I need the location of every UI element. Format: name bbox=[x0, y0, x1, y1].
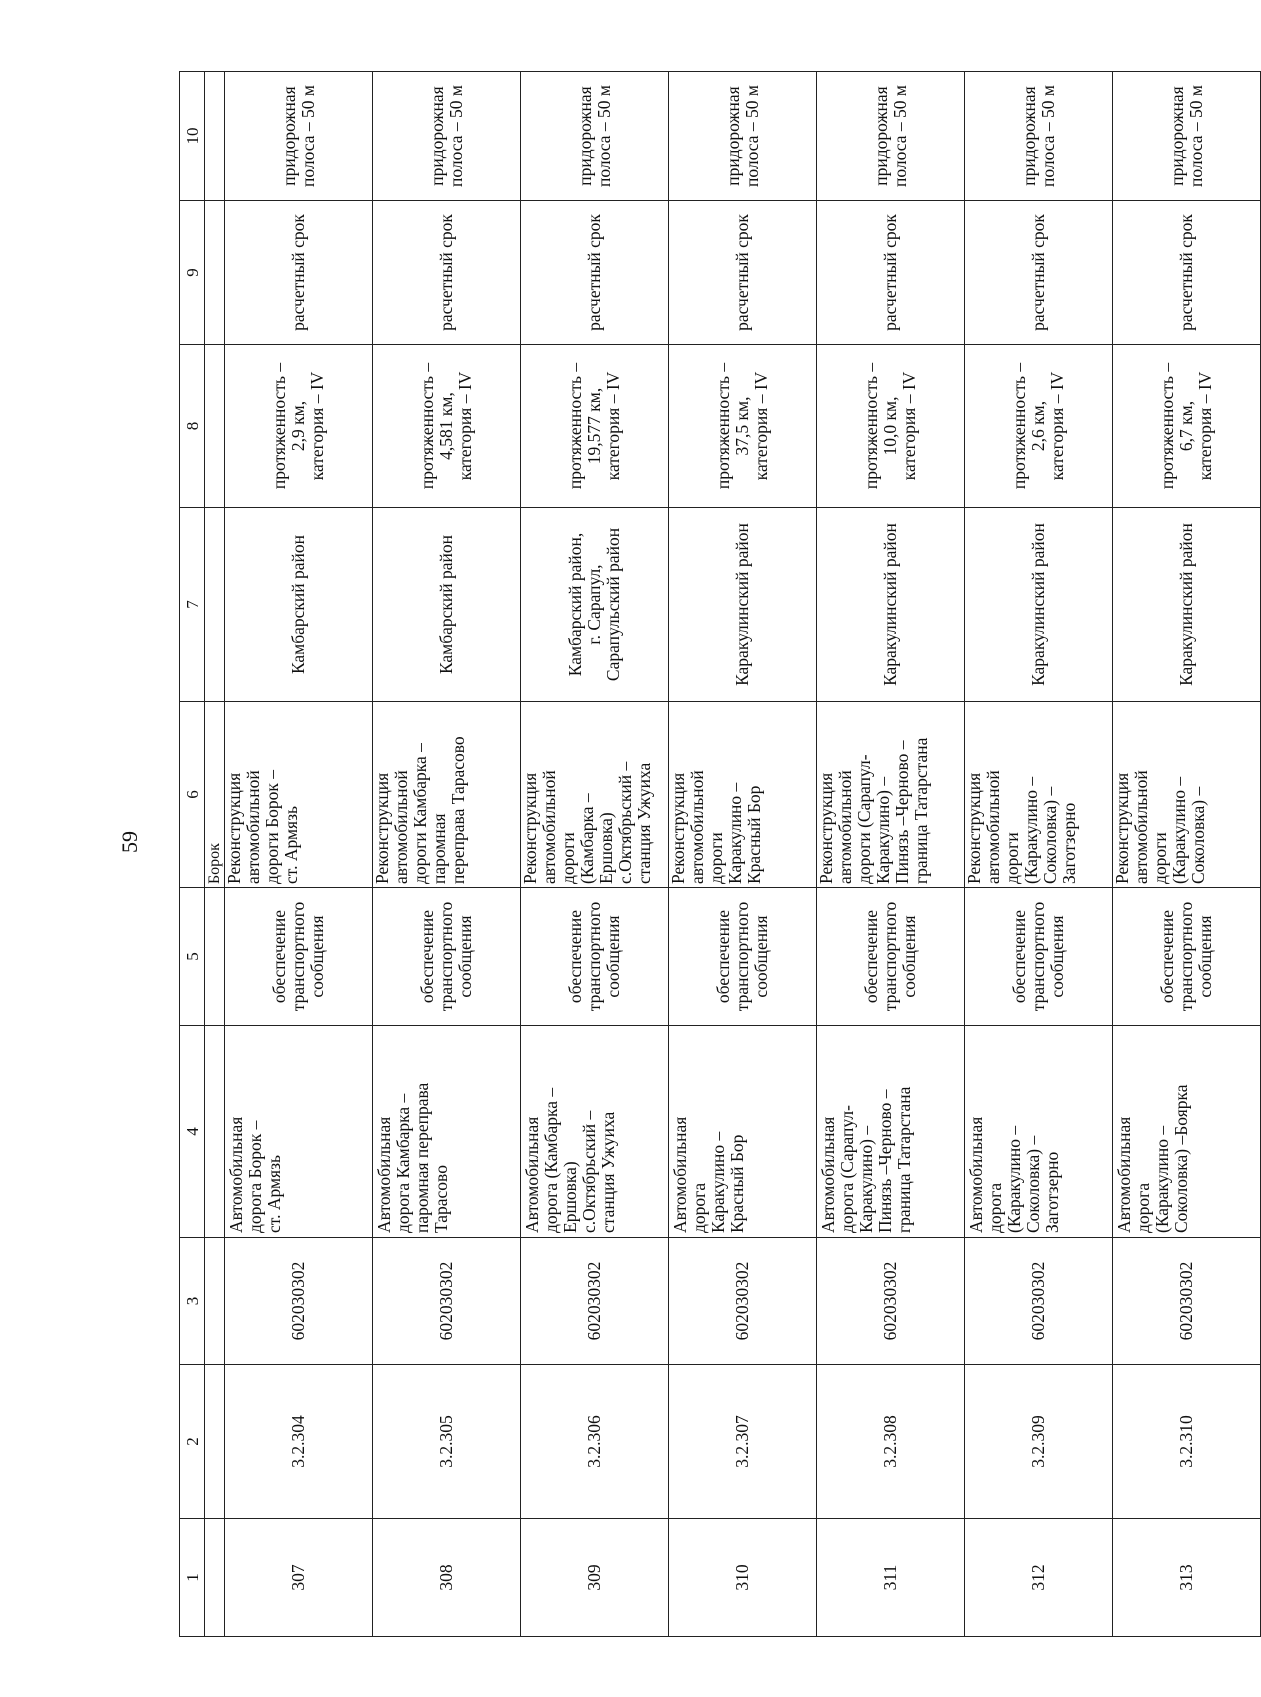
cell-code bbox=[669, 1365, 817, 1519]
cell-classifier bbox=[373, 1238, 521, 1365]
cell-text-action: Реконструкция автомобильной дороги Каракулино – Красный Бор bbox=[668, 770, 765, 884]
table-row bbox=[817, 72, 965, 1637]
cell-name bbox=[965, 1026, 1113, 1238]
objects-table bbox=[179, 71, 1261, 1637]
table-row bbox=[225, 72, 373, 1637]
cell-text-num: 309 bbox=[584, 1564, 605, 1591]
cell-text-characteristics: протяженность – 10,0 км, категория – IV bbox=[861, 362, 920, 490]
table-rotated-wrapper bbox=[179, 72, 1261, 1637]
table-row bbox=[965, 72, 1113, 1637]
cell-text-characteristics: протяженность – 2,9 км, категория – IV bbox=[269, 362, 328, 490]
cell-text-code: 3.2.306 bbox=[584, 1415, 605, 1468]
cell-text-code: 3.2.309 bbox=[1028, 1415, 1049, 1468]
cell-text-name: Автомобильная дорога Камбарка – паромная переправа Тарасово bbox=[374, 1082, 452, 1233]
cell-text-zone: придорожная полоса – 50 м bbox=[722, 85, 762, 188]
cell-text-classifier: 602030302 bbox=[584, 1261, 605, 1341]
carry-over-empty-cell bbox=[205, 1238, 225, 1365]
cell-text-location: Камбарский район bbox=[436, 534, 457, 675]
cell-zone bbox=[669, 72, 817, 201]
cell-characteristics bbox=[669, 345, 817, 508]
cell-zone bbox=[521, 72, 669, 201]
cell-characteristics bbox=[373, 345, 521, 508]
cell-text-zone: придорожная полоса – 50 м bbox=[870, 85, 910, 188]
cell-classifier bbox=[669, 1238, 817, 1365]
cell-purpose bbox=[373, 888, 521, 1026]
cell-text-classifier: 602030302 bbox=[436, 1261, 457, 1341]
cell-text-zone: придорожная полоса – 50 м bbox=[574, 85, 614, 188]
cell-code bbox=[225, 1365, 373, 1519]
cell-text-code: 3.2.305 bbox=[436, 1415, 457, 1468]
cell-text-location: Каракулинский район bbox=[732, 523, 753, 686]
cell-location bbox=[1113, 508, 1261, 702]
cell-classifier bbox=[225, 1238, 373, 1365]
cell-text-zone: придорожная полоса – 50 м bbox=[1018, 85, 1058, 188]
cell-classifier bbox=[965, 1238, 1113, 1365]
cell-purpose bbox=[225, 888, 373, 1026]
cell-action bbox=[965, 702, 1113, 888]
cell-num bbox=[817, 1519, 965, 1637]
carry-over-row bbox=[205, 72, 225, 1637]
cell-text-num: 308 bbox=[436, 1564, 457, 1591]
cell-purpose bbox=[817, 888, 965, 1026]
cell-text-classifier: 602030302 bbox=[732, 1261, 753, 1341]
carry-over-empty-cell bbox=[205, 508, 225, 702]
cell-text-num: 307 bbox=[288, 1564, 309, 1591]
cell-zone bbox=[817, 72, 965, 201]
cell-text-characteristics: протяженность – 4,581 км, категория – IV bbox=[417, 362, 476, 490]
cell-name bbox=[817, 1026, 965, 1238]
cell-classifier bbox=[521, 1238, 669, 1365]
cell-name bbox=[373, 1026, 521, 1238]
cell-term bbox=[225, 201, 373, 345]
cell-purpose bbox=[669, 888, 817, 1026]
table-row bbox=[669, 72, 817, 1637]
header-row bbox=[180, 72, 205, 1637]
table-row bbox=[1113, 72, 1261, 1637]
cell-text-num: 310 bbox=[732, 1564, 753, 1591]
cell-characteristics bbox=[965, 345, 1113, 508]
cell-classifier bbox=[817, 1238, 965, 1365]
cell-term bbox=[817, 201, 965, 345]
cell-characteristics bbox=[817, 345, 965, 508]
cell-text-code: 3.2.310 bbox=[1176, 1415, 1196, 1468]
header-cell-6: 6 bbox=[180, 702, 205, 888]
carry-over-empty-cell bbox=[205, 72, 225, 201]
cell-purpose bbox=[965, 888, 1113, 1026]
cell-text-name: Автомобильная дорога (Сарапул- Каракулино) – Пинязь –Черново – граница Татарстана bbox=[818, 1086, 915, 1233]
cell-term bbox=[669, 201, 817, 345]
cell-text-purpose: обеспечение транспортного сообщения bbox=[861, 901, 920, 1012]
carry-over-empty-cell bbox=[205, 201, 225, 345]
cell-text-characteristics: протяженность – 37,5 км, категория – IV bbox=[713, 362, 772, 490]
cell-location bbox=[225, 508, 373, 702]
cell-text-characteristics: протяженность – 6,7 км, категория – IV bbox=[1157, 362, 1215, 490]
table-body bbox=[180, 72, 1261, 1637]
cell-text-action: Реконструкция автомобильной дороги (Каракулино – Соколовка) – Заготзерно bbox=[964, 770, 1080, 884]
cell-text-action: Реконструкция автомобильной дороги Борок – ст. Армязь bbox=[224, 770, 302, 884]
carry-over-empty-cell bbox=[205, 345, 225, 508]
cell-text-num: 313 bbox=[1176, 1564, 1196, 1591]
cell-text-zone: придорожная полоса – 50 м bbox=[426, 85, 466, 188]
cell-text-characteristics: протяженность – 2,6 км, категория – IV bbox=[1009, 362, 1068, 490]
cell-purpose bbox=[521, 888, 669, 1026]
cell-location bbox=[521, 508, 669, 702]
cell-text-name: Автомобильная дорога (Каракулино – Соколовка) – Заготзерно bbox=[966, 1116, 1063, 1233]
header-cell-4: 4 bbox=[180, 1026, 205, 1238]
cell-text-purpose: обеспечение транспортного сообщения bbox=[1009, 901, 1068, 1012]
cell-text-term: расчетный срок bbox=[880, 214, 901, 331]
header-cell-1: 1 bbox=[180, 1519, 205, 1637]
cell-code bbox=[965, 1365, 1113, 1519]
cell-text-code: 3.2.308 bbox=[880, 1415, 901, 1468]
cell-text-code: 3.2.307 bbox=[732, 1415, 753, 1468]
cell-text-action: Реконструкция автомобильной дороги Камбарка – паромная переправа Тарасово bbox=[372, 736, 469, 884]
cell-action bbox=[521, 702, 669, 888]
cell-text-location: Каракулинский район bbox=[880, 523, 901, 686]
header-cell-5: 5 bbox=[180, 888, 205, 1026]
cell-purpose bbox=[1113, 888, 1261, 1026]
cell-code bbox=[521, 1365, 669, 1519]
cell-characteristics bbox=[225, 345, 373, 508]
cell-text-action: Реконструкция автомобильной дороги (Каракулино – Соколовка) – bbox=[1112, 770, 1208, 884]
cell-text-classifier: 602030302 bbox=[1176, 1261, 1196, 1341]
cell-action bbox=[373, 702, 521, 888]
cell-term bbox=[965, 201, 1113, 345]
cell-characteristics bbox=[1113, 345, 1261, 508]
cell-code bbox=[817, 1365, 965, 1519]
cell-num bbox=[1113, 1519, 1261, 1637]
cell-text-term: расчетный срок bbox=[288, 214, 309, 331]
cell-text-term: расчетный срок bbox=[584, 214, 605, 331]
cell-text-name: Автомобильная дорога Каракулино – Красный Бор bbox=[670, 1116, 748, 1233]
cell-location bbox=[373, 508, 521, 702]
header-cell-8: 8 bbox=[180, 345, 205, 508]
carry-over-empty-cell bbox=[205, 888, 225, 1026]
cell-text-location: Каракулинский район bbox=[1176, 523, 1196, 686]
cell-text-zone: придорожная полоса – 50 м bbox=[278, 85, 318, 188]
cell-text-name: Автомобильная дорога Борок – ст. Армязь bbox=[226, 1116, 285, 1233]
cell-text-code: 3.2.304 bbox=[288, 1415, 309, 1468]
cell-num bbox=[225, 1519, 373, 1637]
cell-zone bbox=[965, 72, 1113, 201]
carry-over-cell: Борок bbox=[205, 702, 225, 888]
cell-text-name: Автомобильная дорога (Камбарка – Ершовка) с.Октябрьский – станция Ужуиха bbox=[522, 1087, 619, 1233]
cell-location bbox=[669, 508, 817, 702]
cell-num bbox=[521, 1519, 669, 1637]
header-cell-10: 10 bbox=[180, 72, 205, 201]
cell-term bbox=[1113, 201, 1261, 345]
cell-name bbox=[1113, 1026, 1261, 1238]
cell-text-action: Реконструкция автомобильной дороги (Камбарка – Ершовка) с.Октябрьский – станция Ужуиха bbox=[520, 761, 655, 884]
table-row bbox=[521, 72, 669, 1637]
cell-text-purpose: обеспечение транспортного сообщения bbox=[417, 901, 476, 1012]
cell-code bbox=[373, 1365, 521, 1519]
cell-text-classifier: 602030302 bbox=[1028, 1261, 1049, 1341]
header-cell-3: 3 bbox=[180, 1238, 205, 1365]
cell-text-purpose: обеспечение транспортного сообщения bbox=[269, 901, 328, 1012]
cell-term bbox=[521, 201, 669, 345]
cell-text-purpose: обеспечение транспортного сообщения bbox=[565, 901, 624, 1012]
cell-text-purpose: обеспечение транспортного сообщения bbox=[713, 901, 772, 1012]
cell-text-classifier: 602030302 bbox=[288, 1261, 309, 1341]
cell-action bbox=[669, 702, 817, 888]
cell-num bbox=[965, 1519, 1113, 1637]
cell-text-location: Каракулинский район bbox=[1028, 523, 1049, 686]
cell-action bbox=[225, 702, 373, 888]
header-cell-2: 2 bbox=[180, 1365, 205, 1519]
cell-text-term: расчетный срок bbox=[1028, 214, 1049, 331]
cell-classifier bbox=[1113, 1238, 1261, 1365]
carry-over-empty-cell bbox=[205, 1026, 225, 1238]
cell-text-location: Камбарский район bbox=[288, 534, 309, 675]
cell-text-name: Автомобильная дорога (Каракулино – Соколовка) –Боярка bbox=[1114, 1084, 1191, 1233]
cell-num bbox=[373, 1519, 521, 1637]
cell-code bbox=[1113, 1365, 1261, 1519]
cell-text-classifier: 602030302 bbox=[880, 1261, 901, 1341]
cell-action bbox=[817, 702, 965, 888]
cell-text-zone: придорожная полоса – 50 м bbox=[1166, 85, 1206, 188]
cell-text-term: расчетный срок bbox=[436, 214, 457, 331]
cell-zone bbox=[1113, 72, 1261, 201]
cell-text-purpose: обеспечение транспортного сообщения bbox=[1157, 901, 1215, 1012]
carry-over-empty-cell bbox=[205, 1519, 225, 1637]
cell-text-location: Камбарский район, г. Сарапул, Сарапульский район bbox=[565, 527, 624, 682]
cell-name bbox=[669, 1026, 817, 1238]
header-cell-9: 9 bbox=[180, 201, 205, 345]
cell-num bbox=[669, 1519, 817, 1637]
table-row bbox=[373, 72, 521, 1637]
cell-action bbox=[1113, 702, 1261, 888]
cell-characteristics bbox=[521, 345, 669, 508]
cell-name bbox=[521, 1026, 669, 1238]
cell-location bbox=[817, 508, 965, 702]
cell-zone bbox=[373, 72, 521, 201]
cell-name bbox=[225, 1026, 373, 1238]
cell-text-num: 312 bbox=[1028, 1564, 1049, 1591]
header-cell-7: 7 bbox=[180, 508, 205, 702]
cell-location bbox=[965, 508, 1113, 702]
cell-term bbox=[373, 201, 521, 345]
carry-over-empty-cell bbox=[205, 1365, 225, 1519]
cell-zone bbox=[225, 72, 373, 201]
page-number: 59 bbox=[117, 831, 142, 853]
cell-text-num: 311 bbox=[880, 1564, 901, 1591]
cell-text-term: расчетный срок bbox=[1176, 214, 1196, 331]
cell-text-action: Реконструкция автомобильной дороги (Сарапул- Каракулино) – Пинязь –Черново – граница Татарстана bbox=[816, 737, 932, 884]
cell-text-term: расчетный срок bbox=[732, 214, 753, 331]
cell-text-characteristics: протяженность – 19,577 км, категория – IV bbox=[565, 362, 624, 490]
